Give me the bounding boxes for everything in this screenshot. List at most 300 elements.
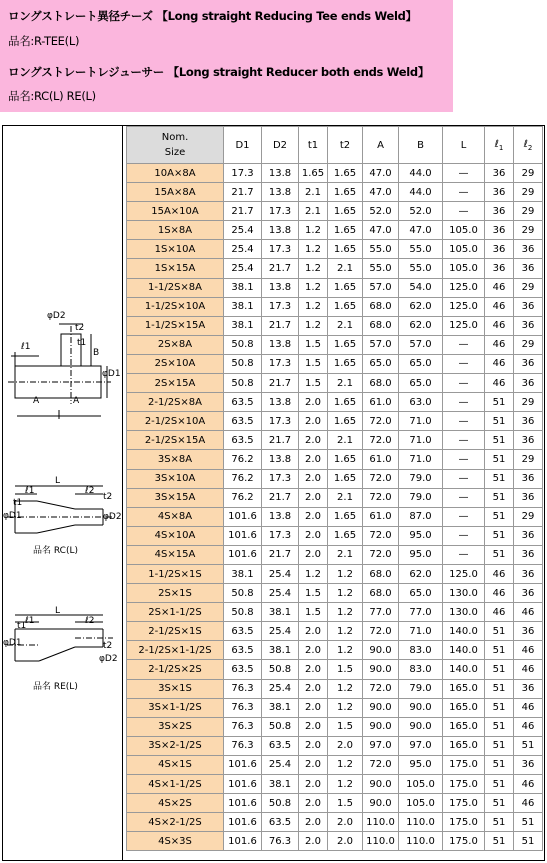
tee-a-right-label: A [73, 396, 80, 406]
cell-t2: 2.1 [328, 316, 363, 335]
cell-l2: 36 [514, 297, 543, 316]
cell-t2: 1.2 [328, 564, 363, 583]
rc-l-label: L [55, 476, 61, 486]
cell-t1: 1.5 [299, 374, 328, 393]
table-row [127, 679, 543, 698]
cell-l2: 51 [514, 832, 543, 851]
cell-size: 3S×15A [127, 488, 224, 507]
cell-l2: 46 [514, 698, 543, 717]
cell-l: 165.0 [443, 698, 485, 717]
cell-t2: 1.65 [328, 393, 363, 412]
cell-size: 1-1/2S×10A [127, 297, 224, 316]
cell-d2: 13.8 [262, 278, 299, 297]
cell-d1: 17.3 [224, 164, 262, 183]
cell-d1: 101.6 [224, 832, 262, 851]
cell-t1: 2.0 [299, 622, 328, 641]
cell-d2: 63.5 [262, 813, 299, 832]
cell-t1: 2.0 [299, 832, 328, 851]
cell-d1: 50.8 [224, 374, 262, 393]
cell-d1: 76.2 [224, 450, 262, 469]
cell-d1: 38.1 [224, 316, 262, 335]
cell-l1: 46 [485, 354, 514, 373]
cell-b: 110.0 [399, 832, 443, 851]
cell-t2: 1.2 [328, 603, 363, 622]
cell-t1: 2.0 [299, 775, 328, 794]
cell-t1: 1.65 [299, 164, 328, 183]
re-d2-label: φD2 [99, 654, 118, 664]
cell-size: 1-1/2S×8A [127, 278, 224, 297]
table-row [127, 564, 543, 583]
cell-a: 68.0 [363, 316, 399, 335]
table-row [127, 278, 543, 297]
cell-t1: 2.0 [299, 412, 328, 431]
table-row [127, 469, 543, 488]
cell-t1: 1.2 [299, 240, 328, 259]
cell-size: 2-1/2S×1-1/2S [127, 641, 224, 660]
cell-a: 72.0 [363, 755, 399, 774]
cell-t1: 1.2 [299, 564, 328, 583]
cell-d1: 50.8 [224, 603, 262, 622]
cell-d2: 13.8 [262, 450, 299, 469]
cell-size: 4S×2-1/2S [127, 813, 224, 832]
cell-l: 105.0 [443, 221, 485, 240]
header-t2: t2 [328, 127, 363, 164]
cell-t2: 1.65 [328, 278, 363, 297]
cell-d1: 38.1 [224, 278, 262, 297]
re-l-label: L [55, 606, 61, 616]
cell-l2: 46 [514, 775, 543, 794]
cell-a: 72.0 [363, 412, 399, 431]
cell-d2: 25.4 [262, 564, 299, 583]
cell-a: 90.0 [363, 660, 399, 679]
cell-l: — [443, 393, 485, 412]
cell-l1: 51 [485, 755, 514, 774]
cell-l1: 51 [485, 488, 514, 507]
table-row [127, 545, 543, 564]
cell-t1: 2.0 [299, 698, 328, 717]
cell-d2: 38.1 [262, 775, 299, 794]
cell-size: 1S×10A [127, 240, 224, 259]
cell-l: — [443, 545, 485, 564]
cell-d1: 76.3 [224, 679, 262, 698]
cell-l2: 51 [514, 736, 543, 755]
table-row [127, 316, 543, 335]
header-d1: D1 [224, 127, 262, 164]
cell-d1: 76.3 [224, 736, 262, 755]
table-row [127, 240, 543, 259]
cell-t2: 1.65 [328, 412, 363, 431]
header-d2: D2 [262, 127, 299, 164]
cell-d1: 101.6 [224, 507, 262, 526]
re-l2-label: ℓ2 [85, 616, 95, 626]
spec-panel [2, 125, 545, 861]
cell-a: 110.0 [363, 813, 399, 832]
cell-l2: 46 [514, 603, 543, 622]
cell-l1: 51 [485, 717, 514, 736]
table-row [127, 603, 543, 622]
cell-d2: 25.4 [262, 755, 299, 774]
cell-t2: 1.65 [328, 335, 363, 354]
cell-a: 52.0 [363, 202, 399, 221]
cell-b: 63.0 [399, 393, 443, 412]
cell-l2: 36 [514, 354, 543, 373]
cell-l1: 51 [485, 431, 514, 450]
cell-a: 97.0 [363, 736, 399, 755]
cell-a: 47.0 [363, 164, 399, 183]
cell-l1: 46 [485, 374, 514, 393]
cell-t2: 2.1 [328, 374, 363, 393]
cell-b: 44.0 [399, 164, 443, 183]
cell-d2: 17.3 [262, 354, 299, 373]
cell-t2: 1.65 [328, 450, 363, 469]
rc-caption: 品名 RC(L) [33, 546, 78, 556]
cell-t1: 1.2 [299, 259, 328, 278]
cell-l: — [443, 488, 485, 507]
cell-d2: 17.3 [262, 412, 299, 431]
table-row [127, 488, 543, 507]
cell-t1: 2.0 [299, 507, 328, 526]
cell-l: 165.0 [443, 717, 485, 736]
cell-l1: 46 [485, 278, 514, 297]
table-row [127, 794, 543, 813]
cell-size: 2S×8A [127, 335, 224, 354]
cell-d2: 38.1 [262, 603, 299, 622]
drawings-column [3, 126, 123, 860]
rc-l2-label: ℓ2 [85, 486, 95, 496]
cell-t2: 2.1 [328, 488, 363, 507]
cell-l2: 36 [514, 431, 543, 450]
cell-a: 55.0 [363, 259, 399, 278]
cell-size: 2-1/2S×1S [127, 622, 224, 641]
cell-b: 71.0 [399, 450, 443, 469]
cell-d1: 63.5 [224, 431, 262, 450]
cell-t2: 1.5 [328, 794, 363, 813]
cell-l2: 29 [514, 507, 543, 526]
cell-t1: 2.0 [299, 736, 328, 755]
cell-l1: 46 [485, 297, 514, 316]
cell-b: 44.0 [399, 183, 443, 202]
tee-product-name: 品名:R-TEE(L) [8, 34, 80, 48]
cell-d2: 21.7 [262, 488, 299, 507]
cell-a: 55.0 [363, 240, 399, 259]
cell-l: 125.0 [443, 278, 485, 297]
cell-t2: 1.2 [328, 679, 363, 698]
cell-d1: 21.7 [224, 202, 262, 221]
table-row [127, 335, 543, 354]
cell-d1: 76.2 [224, 488, 262, 507]
cell-size: 4S×1S [127, 755, 224, 774]
cell-l: 175.0 [443, 813, 485, 832]
cell-l: 130.0 [443, 584, 485, 603]
cell-l: 140.0 [443, 641, 485, 660]
cell-a: 47.0 [363, 221, 399, 240]
cell-l1: 51 [485, 794, 514, 813]
table-row [127, 374, 543, 393]
cell-t2: 1.65 [328, 354, 363, 373]
table-row [127, 775, 543, 794]
cell-d2: 17.3 [262, 240, 299, 259]
cell-l: — [443, 183, 485, 202]
cell-l: — [443, 431, 485, 450]
cell-d1: 38.1 [224, 297, 262, 316]
rc-d1-label: φD1 [3, 511, 22, 521]
cell-a: 61.0 [363, 507, 399, 526]
tee-d1-label: φD1 [102, 369, 121, 379]
cell-l2: 46 [514, 660, 543, 679]
cell-b: 97.0 [399, 736, 443, 755]
cell-d2: 21.7 [262, 545, 299, 564]
cell-l: — [443, 374, 485, 393]
cell-t1: 2.0 [299, 660, 328, 679]
header-nom-label: Nom. [161, 132, 189, 143]
cell-l1: 51 [485, 507, 514, 526]
cell-a: 47.0 [363, 183, 399, 202]
dimension-table [126, 126, 543, 851]
header-l: L [443, 127, 485, 164]
cell-d1: 63.5 [224, 412, 262, 431]
table-row [127, 412, 543, 431]
cell-t1: 1.5 [299, 354, 328, 373]
cell-l2: 29 [514, 450, 543, 469]
header-t1: t1 [299, 127, 328, 164]
cell-d1: 76.3 [224, 698, 262, 717]
cell-b: 110.0 [399, 813, 443, 832]
reducer-title: ロングストレートレジューサー 【Long straight Reducer both ends Weld】 [8, 65, 430, 79]
cell-d1: 50.8 [224, 584, 262, 603]
table-row [127, 641, 543, 660]
cell-b: 90.0 [399, 698, 443, 717]
cell-t1: 2.0 [299, 641, 328, 660]
cell-d2: 21.7 [262, 259, 299, 278]
cell-size: 2S×1S [127, 584, 224, 603]
cell-b: 55.0 [399, 259, 443, 278]
cell-d1: 76.3 [224, 717, 262, 736]
cell-b: 62.0 [399, 316, 443, 335]
header-l2-symbol: ℓ [523, 138, 528, 150]
cell-t1: 1.5 [299, 603, 328, 622]
tee-d2-label: φD2 [47, 311, 66, 321]
re-caption: 品名 RE(L) [33, 682, 78, 692]
cell-t2: 1.65 [328, 183, 363, 202]
cell-l2: 36 [514, 564, 543, 583]
cell-l: 175.0 [443, 755, 485, 774]
cell-l1: 46 [485, 335, 514, 354]
cell-size: 3S×2S [127, 717, 224, 736]
cell-l1: 46 [485, 564, 514, 583]
cell-l1: 36 [485, 240, 514, 259]
cell-t1: 2.0 [299, 545, 328, 564]
cell-d1: 101.6 [224, 755, 262, 774]
cell-l: — [443, 354, 485, 373]
cell-t1: 2.0 [299, 794, 328, 813]
cell-l2: 29 [514, 393, 543, 412]
cell-b: 71.0 [399, 431, 443, 450]
cell-l2: 36 [514, 488, 543, 507]
tee-t1-label: t1 [77, 338, 87, 348]
cell-size: 15A×10A [127, 202, 224, 221]
cell-a: 72.0 [363, 488, 399, 507]
cell-t2: 2.1 [328, 545, 363, 564]
cell-b: 52.0 [399, 202, 443, 221]
cell-a: 72.0 [363, 679, 399, 698]
cell-t2: 1.65 [328, 221, 363, 240]
cell-t1: 2.0 [299, 450, 328, 469]
cell-d2: 50.8 [262, 660, 299, 679]
cell-b: 83.0 [399, 660, 443, 679]
cell-size: 4S×15A [127, 545, 224, 564]
cell-size: 2-1/2S×2S [127, 660, 224, 679]
table-row [127, 698, 543, 717]
header-l1-symbol: ℓ [494, 138, 499, 150]
cell-a: 68.0 [363, 564, 399, 583]
cell-l1: 51 [485, 698, 514, 717]
cell-d1: 101.6 [224, 775, 262, 794]
cell-l1: 36 [485, 221, 514, 240]
cell-l2: 51 [514, 813, 543, 832]
cell-b: 95.0 [399, 526, 443, 545]
cell-a: 90.0 [363, 717, 399, 736]
cell-d2: 25.4 [262, 622, 299, 641]
cell-size: 2S×10A [127, 354, 224, 373]
cell-t1: 1.2 [299, 297, 328, 316]
cell-l: — [443, 526, 485, 545]
cell-t2: 1.65 [328, 297, 363, 316]
cell-size: 4S×3S [127, 832, 224, 851]
cell-l: 105.0 [443, 259, 485, 278]
cell-l2: 36 [514, 374, 543, 393]
cell-l: 125.0 [443, 297, 485, 316]
table-row [127, 164, 543, 183]
cell-a: 72.0 [363, 545, 399, 564]
cell-d2: 13.8 [262, 183, 299, 202]
table-row [127, 297, 543, 316]
cell-d1: 101.6 [224, 526, 262, 545]
cell-size: 4S×2S [127, 794, 224, 813]
tee-t2-label: t2 [75, 323, 85, 333]
cell-d1: 63.5 [224, 641, 262, 660]
cell-t2: 1.65 [328, 469, 363, 488]
cell-d1: 101.6 [224, 813, 262, 832]
cell-a: 65.0 [363, 354, 399, 373]
header-l2 [514, 127, 543, 164]
cell-d1: 21.7 [224, 183, 262, 202]
cell-l2: 29 [514, 221, 543, 240]
cell-a: 110.0 [363, 832, 399, 851]
cell-l2: 29 [514, 164, 543, 183]
cell-b: 90.0 [399, 717, 443, 736]
cell-a: 90.0 [363, 775, 399, 794]
cell-a: 90.0 [363, 794, 399, 813]
cell-l2: 46 [514, 794, 543, 813]
rc-d2-label: φD2 [103, 512, 122, 522]
cell-l: — [443, 335, 485, 354]
cell-l1: 51 [485, 450, 514, 469]
cell-size: 1S×15A [127, 259, 224, 278]
cell-l: — [443, 450, 485, 469]
cell-d1: 25.4 [224, 240, 262, 259]
reducer-product-name: 品名:RC(L) RE(L) [8, 89, 96, 103]
cell-a: 90.0 [363, 641, 399, 660]
cell-b: 65.0 [399, 584, 443, 603]
cell-size: 3S×2-1/2S [127, 736, 224, 755]
cell-l2: 36 [514, 412, 543, 431]
table-row [127, 755, 543, 774]
tee-title: ロングストレート異径チーズ 【Long straight Reducing Tee ends Weld】 [8, 9, 417, 23]
cell-l1: 36 [485, 183, 514, 202]
cell-d1: 50.8 [224, 354, 262, 373]
cell-d1: 50.8 [224, 335, 262, 354]
cell-a: 68.0 [363, 374, 399, 393]
cell-size: 3S×1S [127, 679, 224, 698]
tee-a-left-label: A [33, 396, 40, 406]
cell-t2: 2.0 [328, 736, 363, 755]
cell-t1: 2.0 [299, 431, 328, 450]
re-t2-label: t2 [103, 641, 113, 651]
cell-size: 4S×1-1/2S [127, 775, 224, 794]
cell-l2: 36 [514, 545, 543, 564]
cell-size: 2-1/2S×15A [127, 431, 224, 450]
cell-l2: 29 [514, 202, 543, 221]
cell-size: 2S×15A [127, 374, 224, 393]
cell-d2: 13.8 [262, 393, 299, 412]
cell-t2: 1.65 [328, 164, 363, 183]
cell-t2: 1.65 [328, 240, 363, 259]
cell-l: 175.0 [443, 794, 485, 813]
cell-d2: 17.3 [262, 202, 299, 221]
tee-l1-label: ℓ1 [21, 342, 31, 352]
cell-b: 83.0 [399, 641, 443, 660]
cell-t1: 1.2 [299, 221, 328, 240]
cell-a: 68.0 [363, 297, 399, 316]
cell-a: 90.0 [363, 698, 399, 717]
cell-d2: 50.8 [262, 717, 299, 736]
cell-l1: 46 [485, 316, 514, 335]
header-a: A [363, 127, 399, 164]
cell-l1: 51 [485, 545, 514, 564]
cell-t2: 2.1 [328, 431, 363, 450]
cell-d2: 21.7 [262, 431, 299, 450]
cell-b: 71.0 [399, 412, 443, 431]
cell-l1: 51 [485, 622, 514, 641]
rc-l1-label: ℓ1 [25, 486, 35, 496]
cell-l: 165.0 [443, 736, 485, 755]
reducing-tee-drawing [3, 306, 121, 421]
table-row [127, 202, 543, 221]
cell-t2: 1.2 [328, 698, 363, 717]
cell-size: 10A×8A [127, 164, 224, 183]
cell-size: 4S×10A [127, 526, 224, 545]
cell-d1: 76.2 [224, 469, 262, 488]
table-row [127, 507, 543, 526]
cell-d2: 25.4 [262, 584, 299, 603]
cell-a: 57.0 [363, 335, 399, 354]
cell-a: 57.0 [363, 278, 399, 297]
cell-l2: 29 [514, 183, 543, 202]
cell-t1: 2.0 [299, 679, 328, 698]
cell-b: 54.0 [399, 278, 443, 297]
cell-a: 72.0 [363, 622, 399, 641]
cell-d1: 63.5 [224, 660, 262, 679]
cell-l1: 46 [485, 584, 514, 603]
cell-d2: 21.7 [262, 374, 299, 393]
header-size-label: Size [164, 147, 186, 158]
cell-l2: 29 [514, 278, 543, 297]
cell-d1: 101.6 [224, 545, 262, 564]
cell-d1: 38.1 [224, 564, 262, 583]
table-row [127, 832, 543, 851]
cell-l: 105.0 [443, 240, 485, 259]
cell-l: 175.0 [443, 775, 485, 794]
